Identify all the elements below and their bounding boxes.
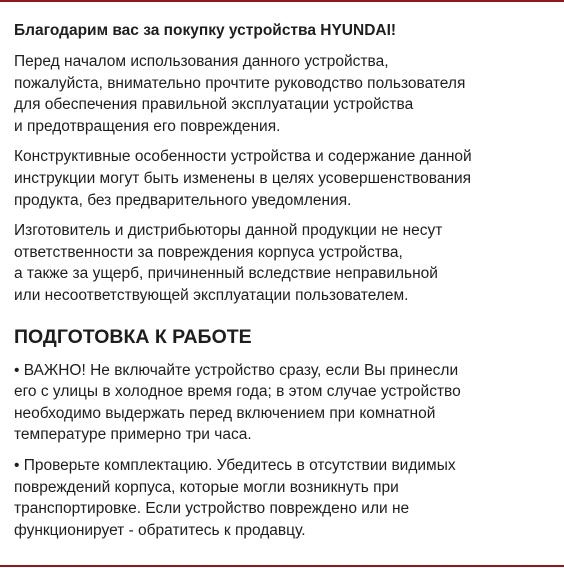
check-contents-bullet: • Проверьте комплектацию. Убедитесь в отсутствии видимых повреждений корпуса, которые могли возникнуть при транспортировке. Если устройство повреждено или не функционирует - обратитесь к продавцу. [14, 456, 456, 539]
bottom-divider [0, 565, 564, 567]
important-bullet: • ВАЖНО! Не включайте устройство сразу, если Вы принесли его с улицы в холодное время года; в этом случае устройство необходимо выдержать перед включением при комнатной температуре примерно три часа. [14, 361, 461, 444]
section-heading: ПОДГОТОВКА К РАБОТЕ [14, 325, 252, 348]
usage-paragraph: Перед началом использования данного устройства, пожалуйста, внимательно прочтите руководство пользователя для обеспечения правильной эксплуатации устройства и предотвращения его повреждения. [14, 53, 466, 135]
thank-you-heading: Благодарим вас за покупку устройства HYUNDAI! [14, 22, 397, 39]
liability-paragraph: Изготовитель и дистрибьюторы данной продукции не несут ответственности за повреждения корпуса устройства, а также за ущерб, причиненный вследствие неправильной или несоответствующей эксплуатации пользователем. [14, 222, 443, 304]
manual-page [14, 21, 554, 550]
design-change-paragraph: Конструктивные особенности устройства и содержание данной инструкции могут быть изменены в целях усовершенствования продукта, без предварительного уведомления. [14, 148, 472, 209]
top-divider [0, 0, 564, 2]
